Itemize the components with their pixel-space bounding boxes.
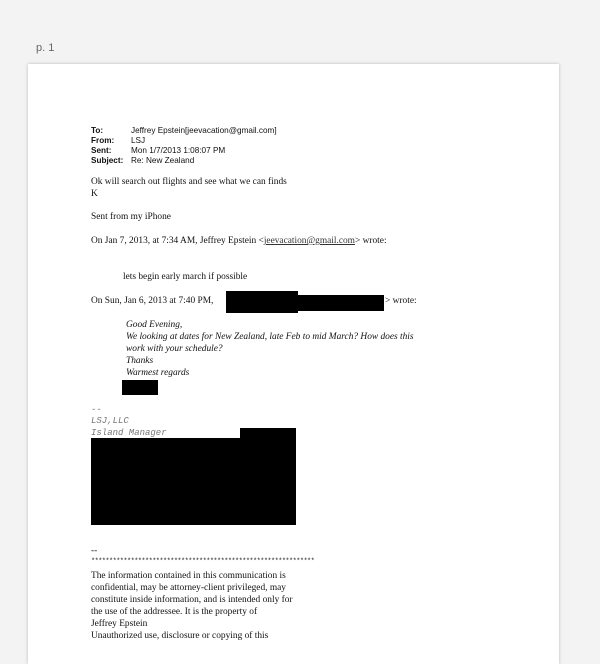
quote1-email-link[interactable]: jeevacation@gmail.com bbox=[263, 236, 355, 246]
body-line-2: K bbox=[91, 189, 98, 199]
quote2-suffix: > wrote: bbox=[385, 296, 417, 306]
disclaimer-line-4: the use of the addressee. It is the property of bbox=[91, 607, 258, 617]
signature-dash: -- bbox=[91, 405, 102, 415]
asterisk-separator: ************************************************************** bbox=[91, 558, 315, 566]
to-value: Jeffrey Epstein[jeevacation@gmail.com] bbox=[131, 126, 277, 135]
redaction-box bbox=[296, 295, 384, 311]
redaction-box bbox=[122, 380, 158, 395]
subject-value: Re: New Zealand bbox=[131, 156, 195, 165]
redaction-box bbox=[226, 291, 298, 313]
sent-value: Mon 1/7/2013 1:08:07 PM bbox=[131, 146, 226, 155]
quote1-text: lets begin early march if possible bbox=[123, 272, 248, 282]
header-to-row bbox=[91, 126, 277, 136]
disclaimer-line-3: constitute inside information, and is intended only for bbox=[91, 595, 293, 605]
thanks-line: Thanks bbox=[126, 356, 154, 366]
quote2-prefix: On Sun, Jan 6, 2013 at 7:40 PM, bbox=[91, 296, 214, 306]
redaction-box bbox=[91, 438, 296, 525]
header-sent-row bbox=[91, 146, 277, 156]
page-number-label: p. 1 bbox=[36, 42, 55, 54]
to-label: To: bbox=[91, 126, 104, 135]
disclaimer-line-6: Unauthorized use, disclosure or copying of this bbox=[91, 631, 269, 641]
disclaimer-line-1: The information contained in this communication is bbox=[91, 571, 286, 581]
quote1-header bbox=[91, 236, 387, 247]
disclaimer-line-2: confidential, may be attorney-client privileged, may bbox=[91, 583, 286, 593]
quote1-suffix: > wrote: bbox=[354, 236, 387, 246]
signature-title: Island Manager bbox=[91, 428, 167, 438]
header-from-row bbox=[91, 136, 277, 146]
greeting: Good Evening, bbox=[126, 320, 183, 330]
message-line-1: We looking at dates for New Zealand, late Feb to mid March? How does this bbox=[126, 332, 414, 342]
signature-company: LSJ,LLC bbox=[91, 416, 129, 426]
from-value: LSJ bbox=[131, 136, 146, 145]
disclaimer-line-5: Jeffrey Epstein bbox=[91, 619, 148, 629]
subject-label: Subject: bbox=[91, 156, 124, 165]
message-line-2: work with your schedule? bbox=[126, 344, 223, 354]
header-subject-row bbox=[91, 156, 277, 166]
from-label: From: bbox=[91, 136, 115, 145]
sent-label: Sent: bbox=[91, 146, 112, 155]
email-header bbox=[91, 126, 277, 166]
quote1-prefix: On Jan 7, 2013, at 7:34 AM, Jeffrey Epstein < bbox=[91, 236, 264, 246]
document-page bbox=[28, 64, 559, 664]
regards-line: Warmest regards bbox=[126, 368, 190, 378]
iphone-signature: Sent from my iPhone bbox=[91, 212, 171, 222]
separator-dash: -- bbox=[91, 546, 98, 556]
body-line-1: Ok will search out flights and see what we can finds bbox=[91, 177, 287, 187]
